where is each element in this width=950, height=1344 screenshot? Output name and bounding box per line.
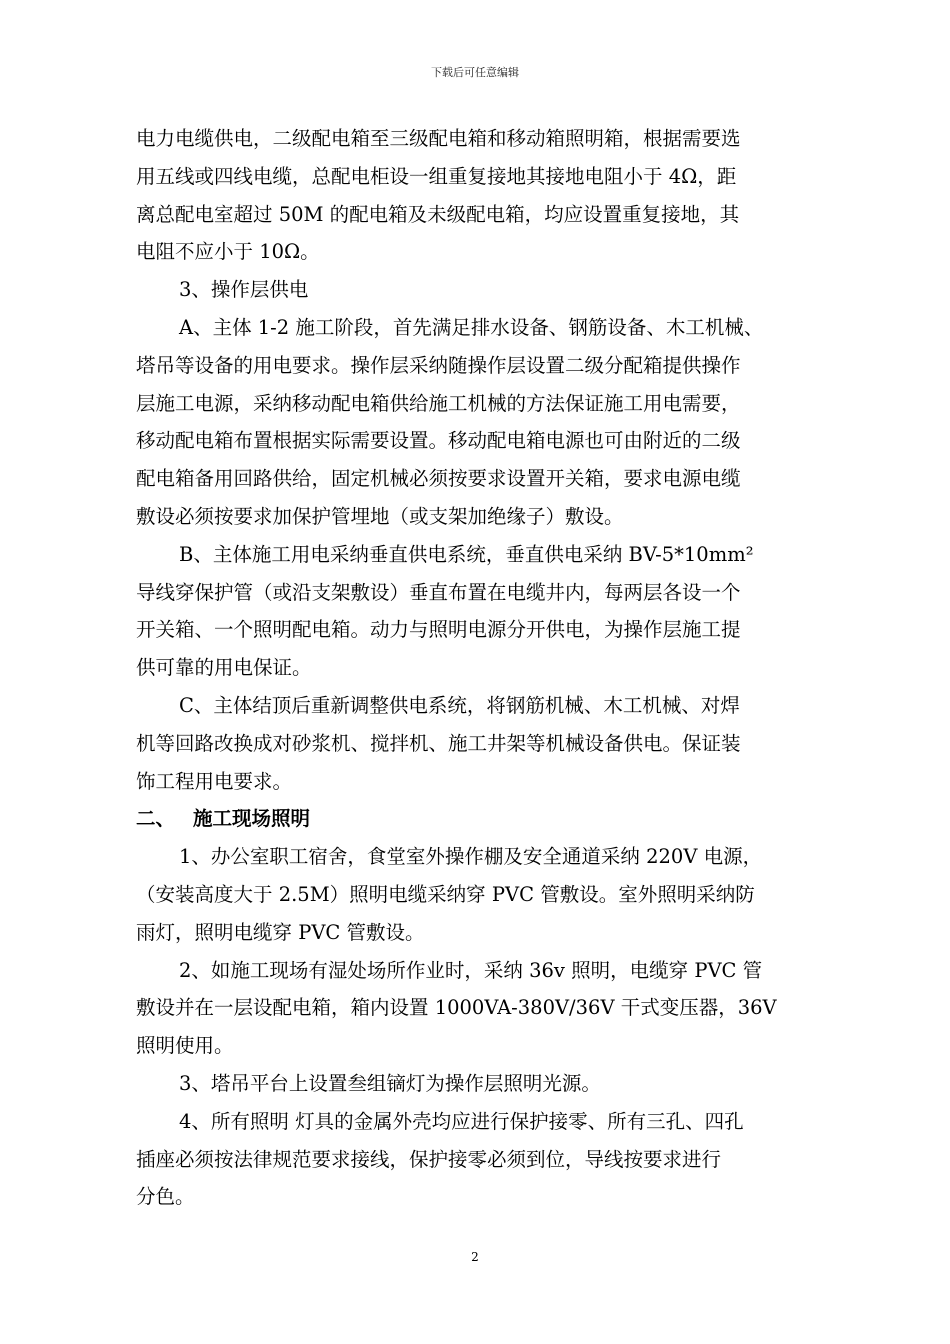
text-line: 3、塔吊平台上设置叁组镝灯为操作层照明光源。 <box>179 1071 601 1095</box>
text-line: 照明使用。 <box>136 1034 234 1058</box>
paragraph-item-a <box>136 309 829 536</box>
section-number: 二、 <box>136 807 176 831</box>
paragraph-power-cable <box>136 120 829 271</box>
paragraph-item-b <box>136 536 829 687</box>
paragraph-lighting-1 <box>136 838 829 951</box>
text-line: 敷设必须按要求加保护管埋地（或支架加绝缘子）敷设。 <box>136 504 624 528</box>
text-line: 离总配电室超过 50M 的配电箱及未级配电箱，均应设置重复接地，其 <box>136 202 740 226</box>
text-line: 雨灯，照明电缆穿 PVC 管敷设。 <box>136 920 425 944</box>
text-line: 3、操作层供电 <box>179 278 309 302</box>
text-line: C、主体结顶后重新调整供电系统，将钢筋机械、木工机械、对焊 <box>179 693 740 717</box>
text-line: （安装高度大于 2.5M）照明电缆采纳穿 PVC 管敷设。室外照明采纳防 <box>136 882 755 906</box>
text-line: 插座必须按法律规范要求接线，保护接零必须到位，导线按要求进行 <box>136 1147 722 1171</box>
text-line: A、主体 1-2 施工阶段，首先满足排水设备、钢筋设备、木工机械、 <box>179 315 764 339</box>
page-number: 2 <box>471 1250 479 1264</box>
section-heading <box>136 800 829 838</box>
paragraph-lighting-2 <box>136 952 829 1065</box>
text-line: 饰工程用电要求。 <box>136 769 293 793</box>
paragraph-item-c <box>136 687 829 800</box>
text-line: 电阻不应小于 10Ω。 <box>136 240 320 264</box>
section-title: 施工现场照明 <box>193 807 311 831</box>
text-line: 塔吊等设备的用电要求。操作层采纳随操作层设置二级分配箱提供操作 <box>136 353 741 377</box>
page-header: 下载后可任意编辑 <box>431 66 519 79</box>
text-line: 4、所有照明 灯具的金属外壳均应进行保护接零、所有三孔、四孔 <box>179 1109 744 1133</box>
text-line: 敷设并在一层设配电箱，箱内设置 1000VA-380V/36V 干式变压器，36V <box>136 996 777 1020</box>
text-line: 开关箱、一个照明配电箱。动力与照明电源分开供电，为操作层施工提 <box>136 618 741 642</box>
text-line: 1、办公室职工宿舍，食堂室外操作棚及安全通道采纳 220V 电源， <box>179 845 763 869</box>
paragraph-lighting-4 <box>136 1103 829 1216</box>
text-line: 移动配电箱布置根据实际需要设置。移动配电箱电源也可由附近的二级 <box>136 429 741 453</box>
text-line: 分色。 <box>136 1185 195 1209</box>
text-line: 用五线或四线电缆，总配电柜设一组重复接地其接地电阻小于 4Ω，距 <box>136 164 737 188</box>
text-line: 2、如施工现场有湿处场所作业时，采纳 36v 照明，电缆穿 PVC 管 <box>179 958 763 982</box>
text-line: 电力电缆供电，二级配电箱至三级配电箱和移动箱照明箱，根据需要选 <box>136 127 741 150</box>
document-body <box>136 120 829 1216</box>
text-line: 机等回路改换成对砂浆机、搅拌机、施工井架等机械设备供电。保证装 <box>136 731 741 755</box>
text-line: 导线穿保护管（或沿支架敷设）垂直布置在电缆井内，每两层各设一个 <box>136 580 741 604</box>
subheading-operation-layer <box>136 271 829 309</box>
text-line: 供可靠的用电保证。 <box>136 656 312 680</box>
text-line: B、主体施工用电采纳垂直供电系统，垂直供电采纳 BV-5*10mm² <box>179 542 754 566</box>
paragraph-lighting-3 <box>136 1065 829 1103</box>
text-line: 层施工电源，采纳移动配电箱供给施工机械的方法保证施工用电需要， <box>136 391 741 415</box>
text-line: 配电箱备用回路供给，固定机械必须按要求设置开关箱，要求电源电缆 <box>136 467 741 491</box>
